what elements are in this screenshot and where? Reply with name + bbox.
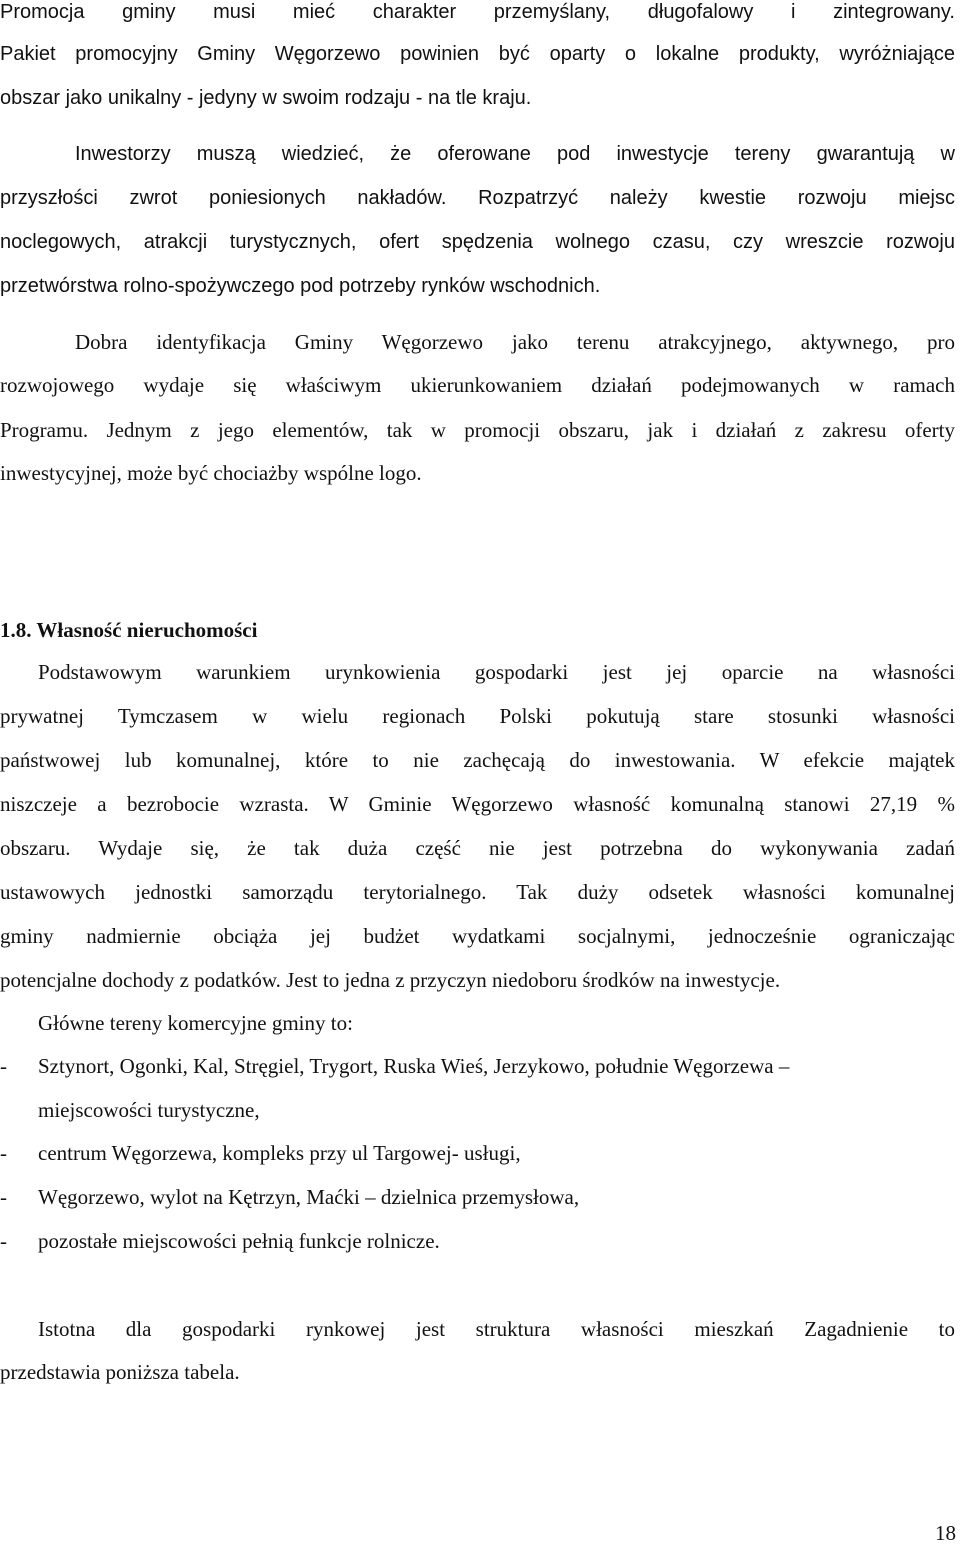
section-heading: 1.8. Własność nieruchomości [0, 618, 258, 642]
paragraph-ownership-line-1: Podstawowym warunkiem urynkowienia gospodarki jest jej oparcie na własności [38, 660, 955, 684]
paragraph-ownership-line-7: gminy nadmiernie obciąża jej budżet wydatkami socjalnymi, jednocześnie ograniczając [0, 924, 955, 948]
paragraph-identification-line-1: Dobra identyfikacja Gminy Węgorzewo jako terenu atrakcyjnego, aktywnego, pro [75, 330, 955, 354]
paragraph-ownership-line-5: obszaru. Wydaje się, że tak duża część nie jest potrzebna do wykonywania zadań [0, 836, 955, 860]
list-item-text: Sztynort, Ogonki, Kal, Stręgiel, Trygort, Ruska Wieś, Jerzykowo, południe Węgorzewa – [38, 1054, 790, 1078]
paragraph-investors-line-2: przyszłości zwrot poniesionych nakładów. Rozpatrzyć należy kwestie rozwoju miejsc [0, 187, 955, 209]
list-item-text: miejscowości turystyczne, [38, 1098, 260, 1122]
paragraph-ownership-line-2: prywatnej Tymczasem w wielu regionach Polski pokutują stare stosunki własności [0, 704, 955, 728]
paragraph-structure-line-1: Istotna dla gospodarki rynkowej jest struktura własności mieszkań Zagadnienie to [38, 1317, 955, 1341]
paragraph-ownership-line-4: niszczeje a bezrobocie wzrasta. W Gminie Węgorzewo własność komunalną stanowi 27,19 % [0, 792, 955, 816]
list-dash: - [0, 1229, 7, 1253]
paragraph-investors-line-1: Inwestorzy muszą wiedzieć, że oferowane pod inwestycje tereny gwarantują w [75, 143, 955, 165]
paragraph-investors-line-3: noclegowych, atrakcji turystycznych, ofert spędzenia wolnego czasu, czy wreszcie rozwoju [0, 231, 955, 253]
paragraph-promotion-line-3: obszar jako unikalny - jedyny w swoim rodzaju - na tle kraju. [0, 87, 532, 109]
list-item-text: pozostałe miejscowości pełnią funkcje rolnicze. [38, 1229, 440, 1253]
list-item-text: Węgorzewo, wylot na Kętrzyn, Maćki – dzielnica przemysłowa, [38, 1185, 580, 1209]
paragraph-structure-line-2: przedstawia poniższa tabela. [0, 1360, 240, 1384]
paragraph-ownership-line-3: państwowej lub komunalnej, które to nie zachęcają do inwestowania. W efekcie majątek [0, 748, 955, 772]
paragraph-promotion-line-2: Pakiet promocyjny Gminy Węgorzewo powinien być oparty o lokalne produkty, wyróżniające [0, 43, 955, 65]
list-dash: - [0, 1185, 7, 1209]
paragraph-promotion-line-1: Promocja gminy musi mieć charakter przemyślany, długofalowy i zintegrowany. [0, 1, 955, 23]
paragraph-ownership-line-6: ustawowych jednostki samorządu terytorialnego. Tak duży odsetek własności komunalnej [0, 880, 955, 904]
list-dash: - [0, 1141, 7, 1165]
list-dash: - [0, 1054, 7, 1078]
paragraph-investors-line-4: przetwórstwa rolno-spożywczego pod potrzeby rynków wschodnich. [0, 275, 601, 297]
commercial-areas-intro: Główne tereny komercyjne gminy to: [38, 1011, 353, 1035]
paragraph-identification-line-4: inwestycyjnej, może być chociażby wspólne logo. [0, 461, 422, 485]
paragraph-identification-line-3: Programu. Jednym z jego elementów, tak w promocji obszaru, jak i działań z zakresu oferty [0, 418, 955, 442]
list-item-text: centrum Węgorzewa, kompleks przy ul Targowej- usługi, [38, 1141, 521, 1165]
paragraph-identification-line-2: rozwojowego wydaje się właściwym ukierunkowaniem działań podejmowanych w ramach [0, 373, 955, 397]
page-number: 18 [935, 1521, 956, 1545]
paragraph-ownership-line-8: potencjalne dochody z podatków. Jest to jedna z przyczyn niedoboru środków na inwestycje. [0, 968, 781, 992]
